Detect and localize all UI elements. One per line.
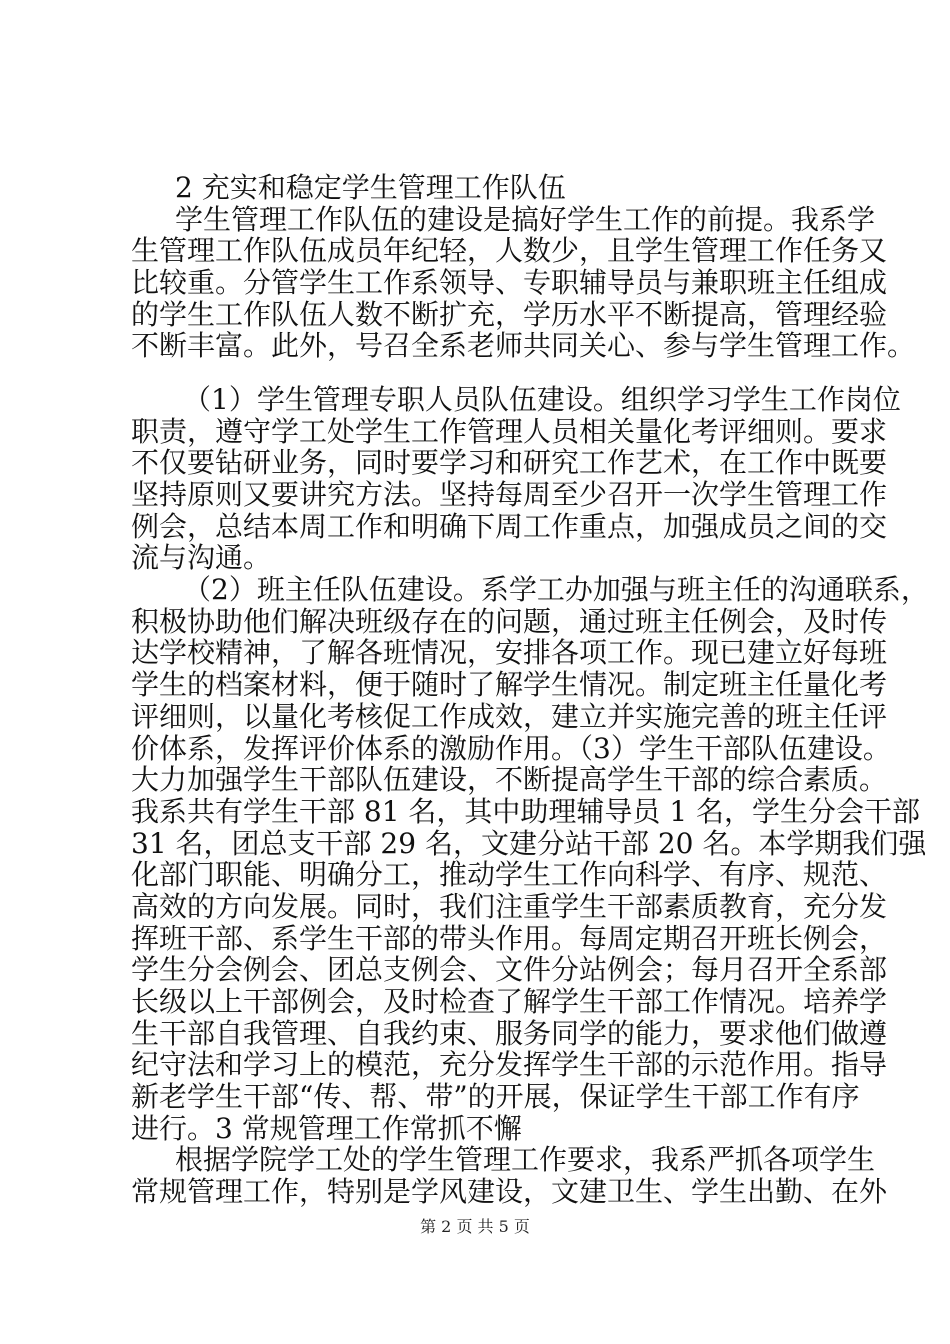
text-line: 评细则，以量化考核促工作成效，建立并实施完善的班主任评 bbox=[131, 700, 888, 733]
text-line: 例会，总结本周工作和明确下周工作重点，加强成员之间的交 bbox=[131, 510, 888, 543]
text-line: 价体系，发挥评价体系的激励作用。（3）学生干部队伍建设。 bbox=[131, 732, 891, 765]
text-line: 根据学院学工处的学生管理工作要求，我系严抓各项学生 bbox=[175, 1143, 876, 1176]
text-line: 长级以上干部例会，及时检查了解学生干部工作情况。培养学 bbox=[131, 985, 888, 1018]
text-line: 的学生工作队伍人数不断扩充，学历水平不断提高，管理经验 bbox=[131, 298, 888, 331]
text-line: 学生分会例会、团总支例会、文件分站例会；每月召开全系部 bbox=[131, 953, 888, 986]
text-line: 新老学生干部“传、帮、带”的开展，保证学生干部工作有序 bbox=[131, 1080, 860, 1113]
page-footer: 第 2 页 共 5 页 bbox=[420, 1217, 530, 1236]
text-line: 高效的方向发展。同时，我们注重学生干部素质教育，充分发 bbox=[131, 890, 888, 923]
text-line: 大力加强学生干部队伍建设，不断提高学生干部的综合素质。 bbox=[131, 763, 888, 796]
text-line: 流与沟通。 bbox=[131, 541, 272, 574]
text-line: 不仅要钻研业务，同时要学习和研究工作艺术，在工作中既要 bbox=[131, 446, 888, 479]
text-line: 不断丰富。此外，号召全系老师共同关心、参与学生管理工作。 bbox=[131, 329, 916, 362]
text-line: 挥班干部、系学生干部的带头作用。每周定期召开班长例会， bbox=[131, 922, 888, 955]
text-line: 学生的档案材料，便于随时了解学生情况。制定班主任量化考 bbox=[131, 668, 888, 701]
text-line: 积极协助他们解决班级存在的问题，通过班主任例会，及时传 bbox=[131, 605, 888, 638]
text-line: 常规管理工作，特别是学风建设，文建卫生、学生出勤、在外 bbox=[131, 1175, 888, 1208]
text-line: 学生管理工作队伍的建设是搞好学生工作的前提。我系学 bbox=[175, 203, 876, 236]
text-line: 进行。3 常规管理工作常抓不懈 bbox=[131, 1112, 522, 1145]
text-line: 职责，遵守学工处学生工作管理人员相关量化考评细则。要求 bbox=[131, 415, 888, 448]
text-line: 化部门职能、明确分工，推动学生工作向科学、有序、规范、 bbox=[131, 858, 888, 891]
text-line: （2）班主任队伍建设。系学工办加强与班主任的沟通联系， bbox=[183, 573, 929, 606]
text-line: 我系共有学生干部 81 名，其中助理辅导员 1 名，学生分会干部 bbox=[131, 795, 921, 828]
text-line: 达学校精神，了解各班情况，安排各项工作。现已建立好每班 bbox=[131, 636, 888, 669]
text-line: 比较重。分管学生工作系领导、专职辅导员与兼职班主任组成 bbox=[131, 266, 888, 299]
text-line: 纪守法和学习上的模范，充分发挥学生干部的示范作用。指导 bbox=[131, 1048, 888, 1081]
text-line: 生干部自我管理、自我约束、服务同学的能力，要求他们做遵 bbox=[131, 1017, 888, 1050]
text-line: 生管理工作队伍成员年纪轻，人数少，且学生管理工作任务又 bbox=[131, 234, 888, 267]
text-line: （1）学生管理专职人员队伍建设。组织学习学生工作岗位 bbox=[183, 383, 901, 416]
section-heading: 2 充实和稳定学生管理工作队伍 bbox=[175, 171, 566, 204]
text-line: 坚持原则又要讲究方法。坚持每周至少召开一次学生管理工作 bbox=[131, 478, 888, 511]
text-line: 31 名，团总支干部 29 名，文建分站干部 20 名。本学期我们强 bbox=[131, 827, 927, 860]
